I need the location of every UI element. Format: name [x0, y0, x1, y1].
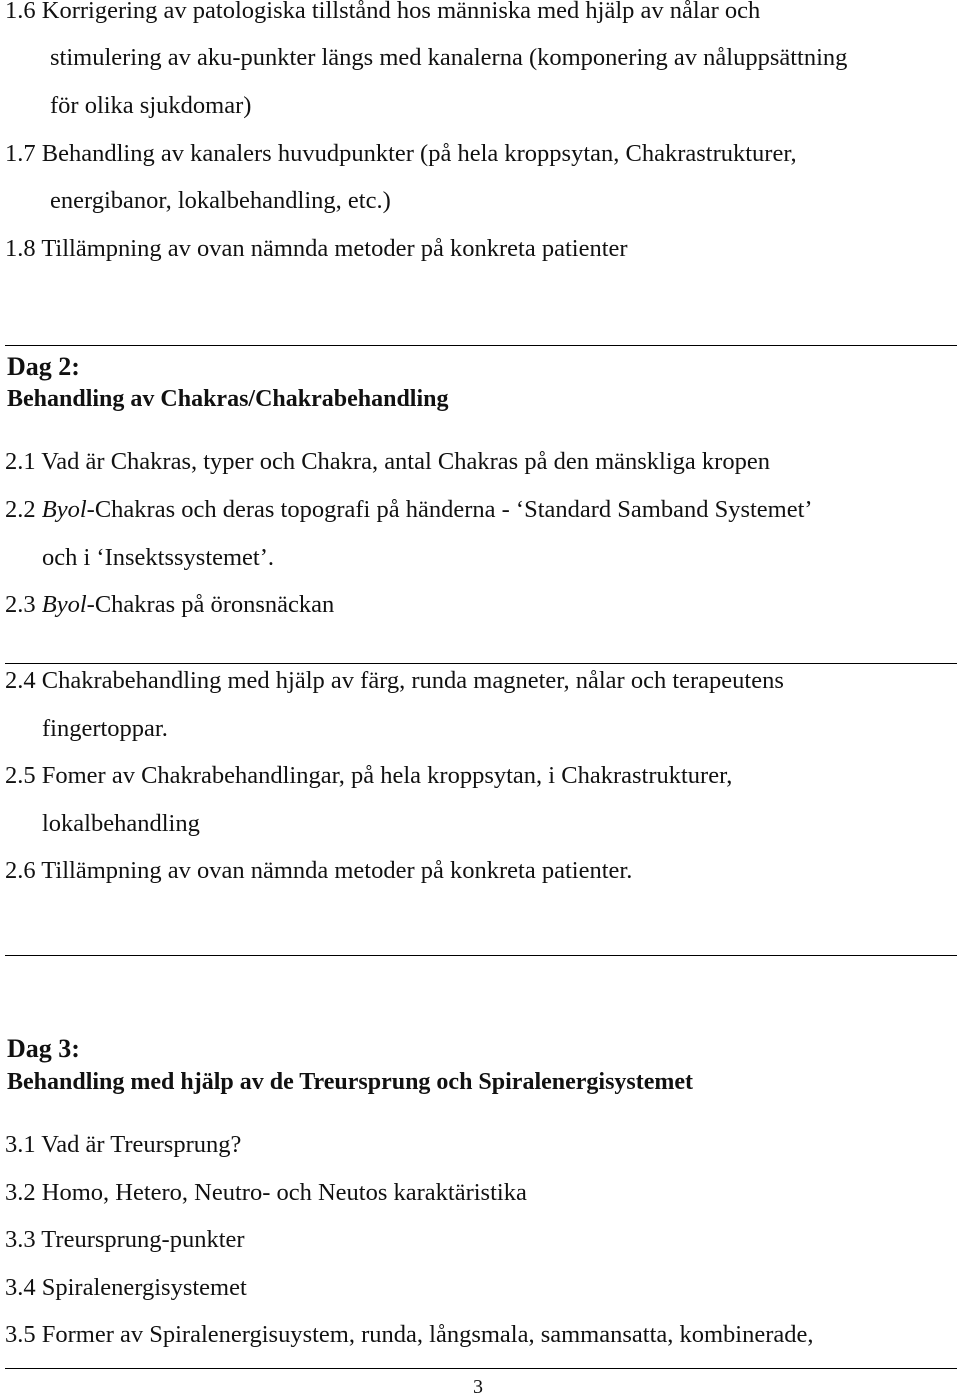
footer-divider — [5, 1368, 957, 1369]
section-divider — [5, 663, 957, 664]
item-2-2-line-1: 2.2 Byol-Chakras och deras topografi på händerna - ‘Standard Samband Systemet’ — [5, 496, 813, 523]
page-number: 3 — [473, 1376, 483, 1398]
item-2-4-line-2: fingertoppar. — [42, 715, 168, 742]
item-3-2: 3.2 Homo, Hetero, Neutro- och Neutos karaktäristika — [5, 1179, 527, 1206]
item-3-5: 3.5 Former av Spiralenergisuystem, runda, långsmala, sammansatta, kombinerade, — [5, 1321, 814, 1348]
item-3-4: 3.4 Spiralenergisystemet — [5, 1274, 247, 1301]
day3-subheading: Behandling med hjälp av de Treursprung och Spiralenergisystemet — [7, 1069, 694, 1095]
section-divider — [5, 345, 957, 346]
item-2-4-line-1: 2.4 Chakrabehandling med hjälp av färg, runda magneter, nålar och terapeutens — [5, 667, 784, 694]
item-2-5-line-1: 2.5 Fomer av Chakrabehandlingar, på hela kroppsytan, i Chakrastrukturer, — [5, 762, 733, 789]
item-2-6: 2.6 Tillämpning av ovan nämnda metoder på konkreta patienter. — [5, 857, 633, 884]
item-1-7-line-1: 1.7 Behandling av kanalers huvudpunkter (på hela kroppsytan, Chakrastrukturer, — [5, 140, 797, 167]
item-2-2-line-2: och i ‘Insektssystemet’. — [42, 544, 275, 571]
day2-heading: Dag 2: — [7, 352, 80, 381]
day2-subheading: Behandling av Chakras/Chakrabehandling — [7, 386, 449, 412]
item-1-6-line-2: stimulering av aku-punkter längs med kanalerna (komponering av nåluppsättning — [50, 44, 848, 71]
day3-heading: Dag 3: — [7, 1034, 80, 1063]
item-1-7-line-2: energibanor, lokalbehandling, etc.) — [50, 187, 391, 214]
item-3-1: 3.1 Vad är Treursprung? — [5, 1131, 242, 1158]
section-divider — [5, 955, 957, 956]
item-1-6-line-3: för olika sjukdomar) — [50, 92, 252, 119]
item-2-3: 2.3 Byol-Chakras på öronsnäckan — [5, 591, 335, 618]
item-2-5-line-2: lokalbehandling — [42, 810, 200, 837]
item-1-8: 1.8 Tillämpning av ovan nämnda metoder på konkreta patienter — [5, 235, 628, 262]
item-1-6-line-1: 1.6 Korrigering av patologiska tillstånd hos människa med hjälp av nålar och — [5, 0, 761, 24]
item-3-3: 3.3 Treursprung-punkter — [5, 1226, 245, 1253]
item-2-1: 2.1 Vad är Chakras, typer och Chakra, antal Chakras på den mänskliga kropen — [5, 448, 770, 475]
